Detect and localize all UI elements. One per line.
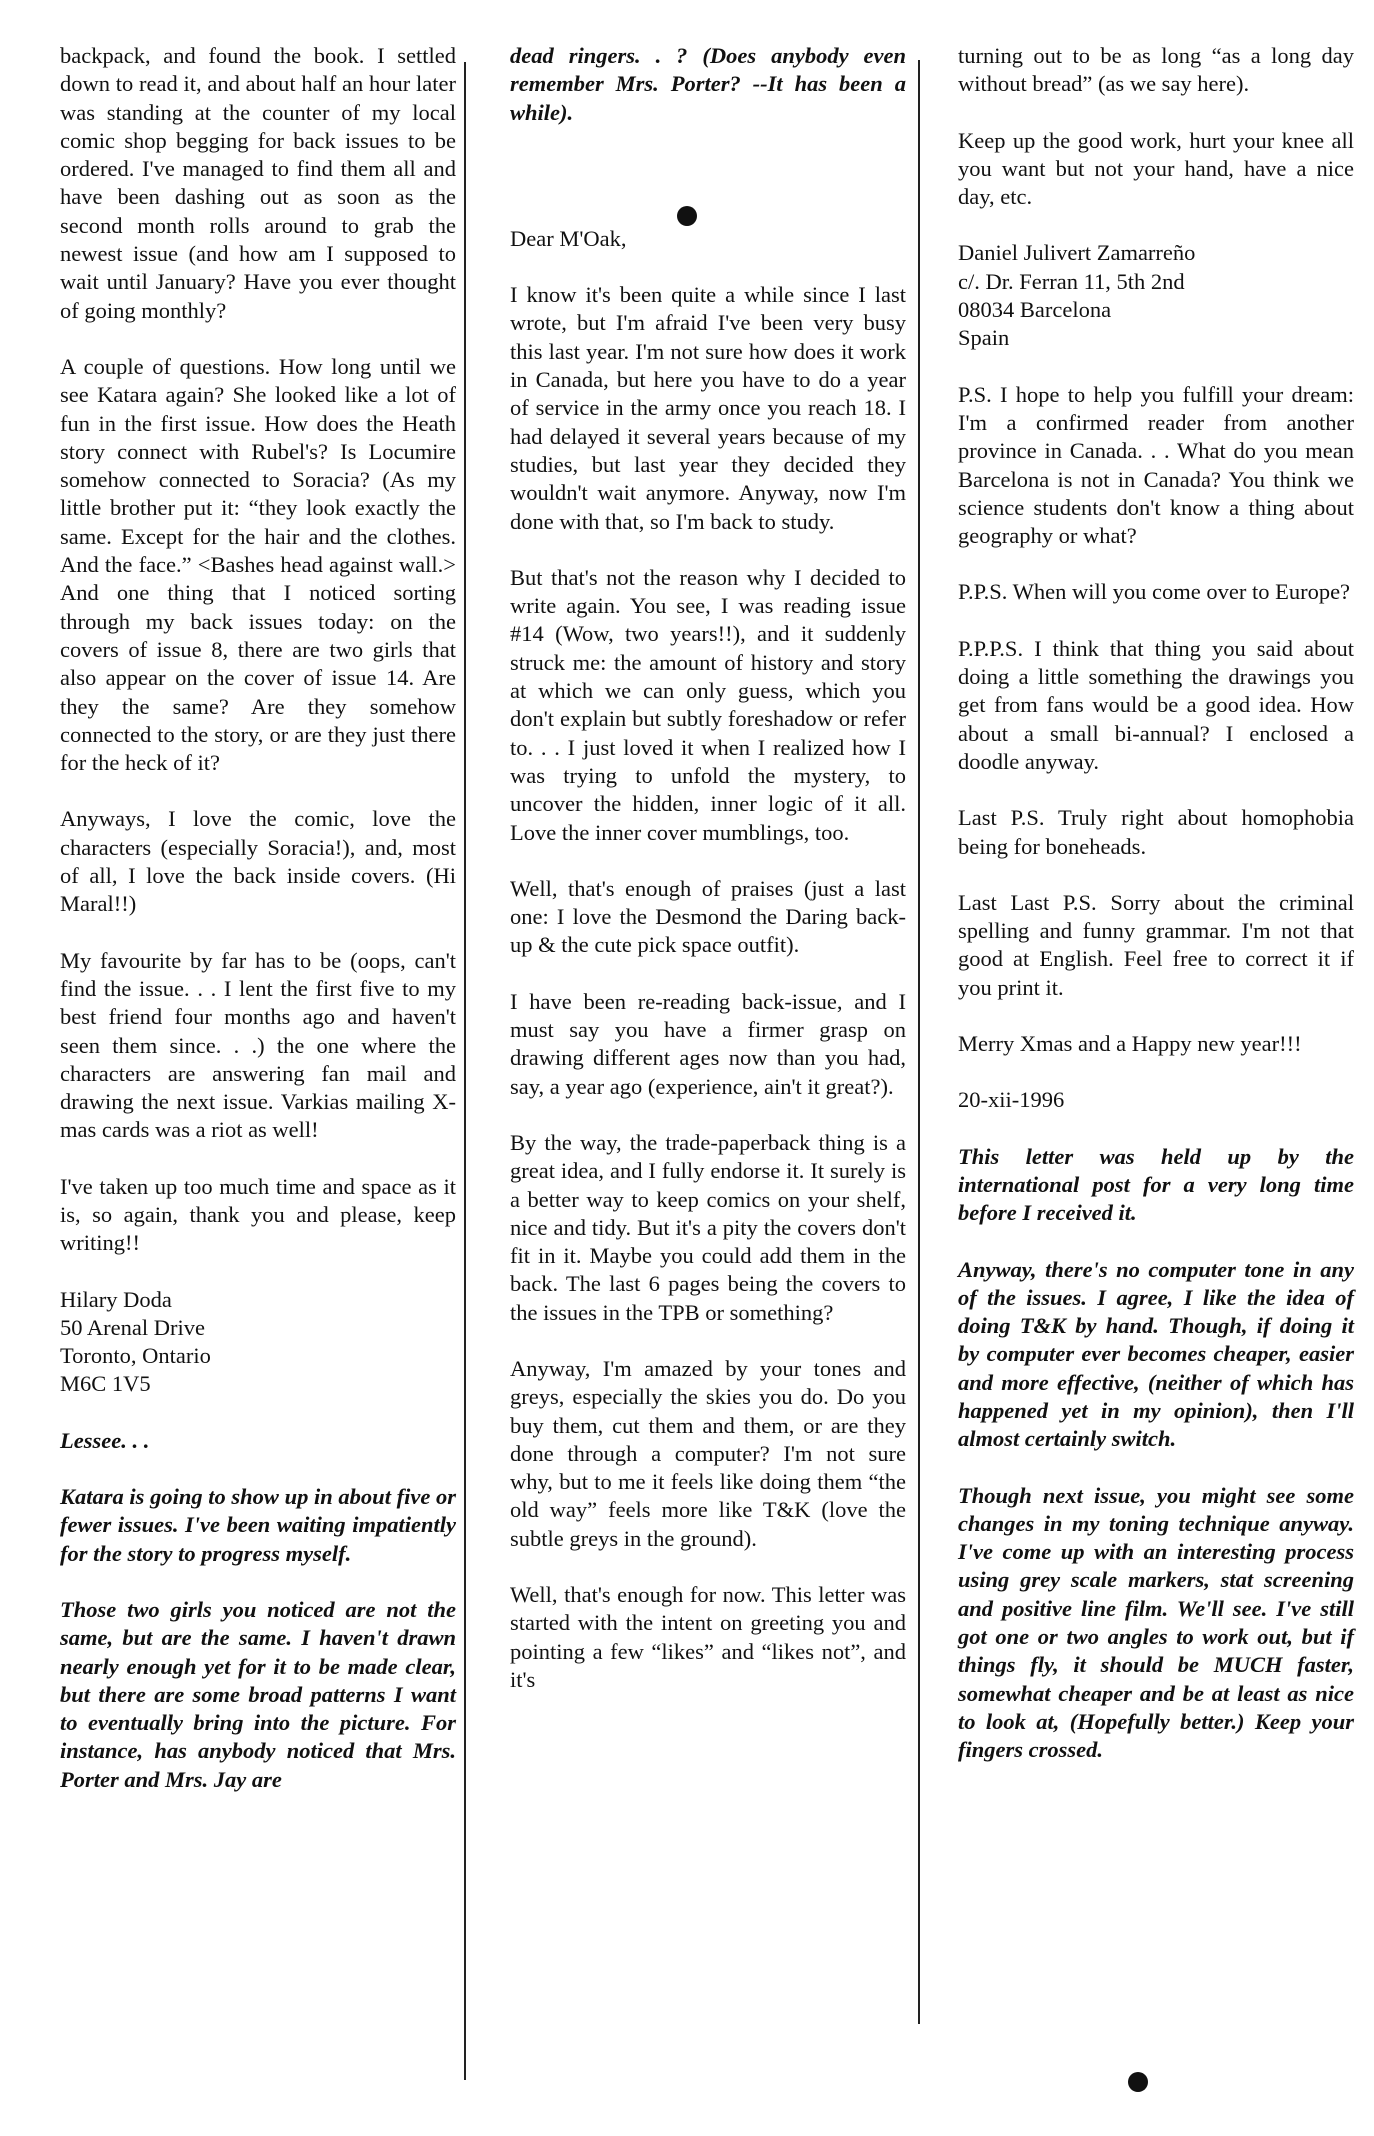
section-break	[510, 155, 906, 225]
letter2-date: 20-xii-1996	[958, 1087, 1065, 1113]
letter2-postscript: Last Last P.S. Sorry about the criminal spelling and funny grammar. I'm not that good at English. Feel free to correct it if you print it.	[958, 889, 1354, 1000]
letter2-paragraph: By the way, the trade-paperback thing is a great idea, and I fully endorse it. It surely is a better way to keep comics on your shelf, nice and tidy. But it's a pity the covers don't fit in it. Maybe you could add them in the back. The last 6 pages being the covers to the issues in the TPB or something?	[510, 1129, 906, 1325]
letter1-signature	[60, 1286, 456, 1399]
signature-street: 50 Arenal Drive	[60, 1314, 205, 1340]
letter2-paragraph: turning out to be as long “as a long day without bread” (as we say here).	[958, 43, 1354, 97]
signature-postal: M6C 1V5	[60, 1371, 151, 1397]
signature-street: c/. Dr. Ferran 11, 5th 2nd	[958, 268, 1185, 294]
letter2-paragraph: But that's not the reason why I decided to write again. You see, I was reading issue #14 (Wow, two years!!), and it suddenly struck me: the amount of history and story at which we can only guess, which you don't explain but subtly foreshadow or refer to. . . I just loved it when I realized how I was trying to unfold the mystery, to uncover the hidden, inner logic of it all. Love the inner cover mumblings, too.	[510, 564, 906, 845]
signature-name: Daniel Julivert Zamarreño	[958, 240, 1196, 266]
letter2-signature	[958, 239, 1354, 352]
letter2-salutation: Dear M'Oak,	[510, 225, 627, 251]
column-middle	[510, 42, 906, 1694]
editor-reply: Lessee. . .	[60, 1427, 150, 1453]
editor-reply: This letter was held up by the international post for a very long time before I received it.	[958, 1143, 1354, 1226]
editor-reply: Anyway, there's no computer tone in any of the issues. I agree, I like the idea of doing T&K by hand. Though, if doing it by computer ever becomes cheaper, easier and more effective, (neither of which has happened yet in my opinion), then I'll almost certainly switch.	[958, 1256, 1354, 1452]
editor-reply: dead ringers. . ? (Does anybody even remember Mrs. Porter? --It has been a while).	[510, 43, 906, 125]
letter2-postscript: P.P.S. When will you come over to Europe?	[958, 579, 1351, 605]
column-divider-left	[464, 62, 466, 2080]
letter1-paragraph: I've taken up too much time and space as it is, so again, thank you and please, keep writing!!	[60, 1173, 456, 1256]
letter2-postscript: P.S. I hope to help you fulfill your dream: I'm a confirmed reader from another province in Canada. . . What do you mean Barcelona is not in Canada? You think we science students don't know a thing about geography or what?	[958, 381, 1354, 549]
column-divider-right	[918, 60, 920, 2024]
letter1-paragraph: A couple of questions. How long until we see Katara again? She looked like a lot of fun in the first issue. How does the Heath story connect with Rubel's? Is Locumire somehow connected to Soracia? (As my little brother put it: “they look exactly the same. Except for the hair and the clothes. And the face.” <Bashes head against wall.> And one thing that I noticed sorting through my back issues today: on the covers of issue 8, there are two girls that also appear on the cover of issue 14. Are they the same? Are they somehow connected to the story, or are they just there for the heck of it?	[60, 353, 456, 776]
letter1-paragraph: Anyways, I love the comic, love the characters (especially Soracia!), and, most of all, I love the back inside covers. (Hi Maral!!)	[60, 806, 456, 917]
letter2-paragraph: I know it's been quite a while since I last wrote, but I'm afraid I've been very busy this last year. I'm not sure how does it work in Canada, but here you have to do a year of service in the army once you reach 18. I had delayed it several years because of my studies, but last year they decided they wouldn't wait anymore. Anyway, now I'm done with that, so I'm back to study.	[510, 282, 906, 534]
letter2-closing: Merry Xmas and a Happy new year!!!	[958, 1031, 1302, 1057]
letter2-paragraph: Anyway, I'm amazed by your tones and greys, especially the skies you do. Do you buy them, cut them and them, or are they done through a computer? I'm not sure why, but to me it feels like doing them “the old way” feels more like T&K (love the subtle greys in the ground).	[510, 1355, 906, 1551]
column-left	[60, 42, 456, 1794]
letter1-paragraph: My favourite by far has to be (oops, can't find the issue. . . I lent the first five to my best friend four months ago and haven't seen them since. . .) the one where the characters are answering fan mail and drawing the next issue. Varkias mailing X-mas cards was a riot as well!	[60, 947, 456, 1143]
editor-reply: Katara is going to show up in about five or fewer issues. I've been waiting impatiently for the story to progress myself.	[60, 1484, 456, 1566]
column-right	[958, 42, 1354, 1765]
letter2-paragraph: Well, that's enough for now. This letter was started with the intent on greeting you and pointing a few “likes” and “likes not”, and it's	[510, 1582, 906, 1692]
signature-city: Toronto, Ontario	[60, 1343, 211, 1369]
editor-reply: Though next issue, you might see some changes in my toning technique anyway. I've come up with an interesting process using grey scale markers, stat screening and positive line film. We'll see. I've still got one or two angles to work out, but if things fly, it should be MUCH faster, somewhat cheaper and be at least as nice to look at, (Hopefully better.) Keep your fingers crossed.	[958, 1482, 1354, 1763]
signature-name: Hilary Doda	[60, 1286, 172, 1312]
letter2-paragraph: I have been re-reading back-issue, and I must say you have a firmer grasp on drawing different ages now than you had, say, a year ago (experience, ain't it great?).	[510, 988, 906, 1099]
letter2-postscript: Last P.S. Truly right about homophobia being for boneheads.	[958, 805, 1354, 859]
signature-postal: 08034 Barcelona	[958, 297, 1112, 323]
end-bullet-icon	[1128, 2072, 1148, 2092]
letter2-postscript: P.P.P.S. I think that thing you said about doing a little something the drawings you get from fans would be a good idea. How about a small bi-annual? I enclosed a doodle anyway.	[958, 635, 1354, 774]
letter1-paragraph: backpack, and found the book. I settled down to read it, and about half an hour later was standing at the counter of my local comic shop begging for back issues to be ordered. I've managed to find them all and have been dashing out as soon as the second month rolls around to grab the newest issue (and how am I supposed to wait until January? Have you ever thought of going monthly?	[60, 43, 456, 323]
letter2-paragraph: Keep up the good work, hurt your knee all you want but not your hand, have a nice day, etc.	[958, 127, 1354, 210]
editor-reply: Those two girls you noticed are not the same, but are the same. I haven't drawn nearly enough yet for it to be made clear, but there are some broad patterns I want to eventually bring into the picture. For instance, has anybody noticed that Mrs. Porter and Mrs. Jay are	[60, 1596, 456, 1792]
signature-country: Spain	[958, 325, 1010, 351]
letter2-paragraph: Well, that's enough of praises (just a last one: I love the Desmond the Daring back-up & the cute pick space outfit).	[510, 875, 906, 958]
